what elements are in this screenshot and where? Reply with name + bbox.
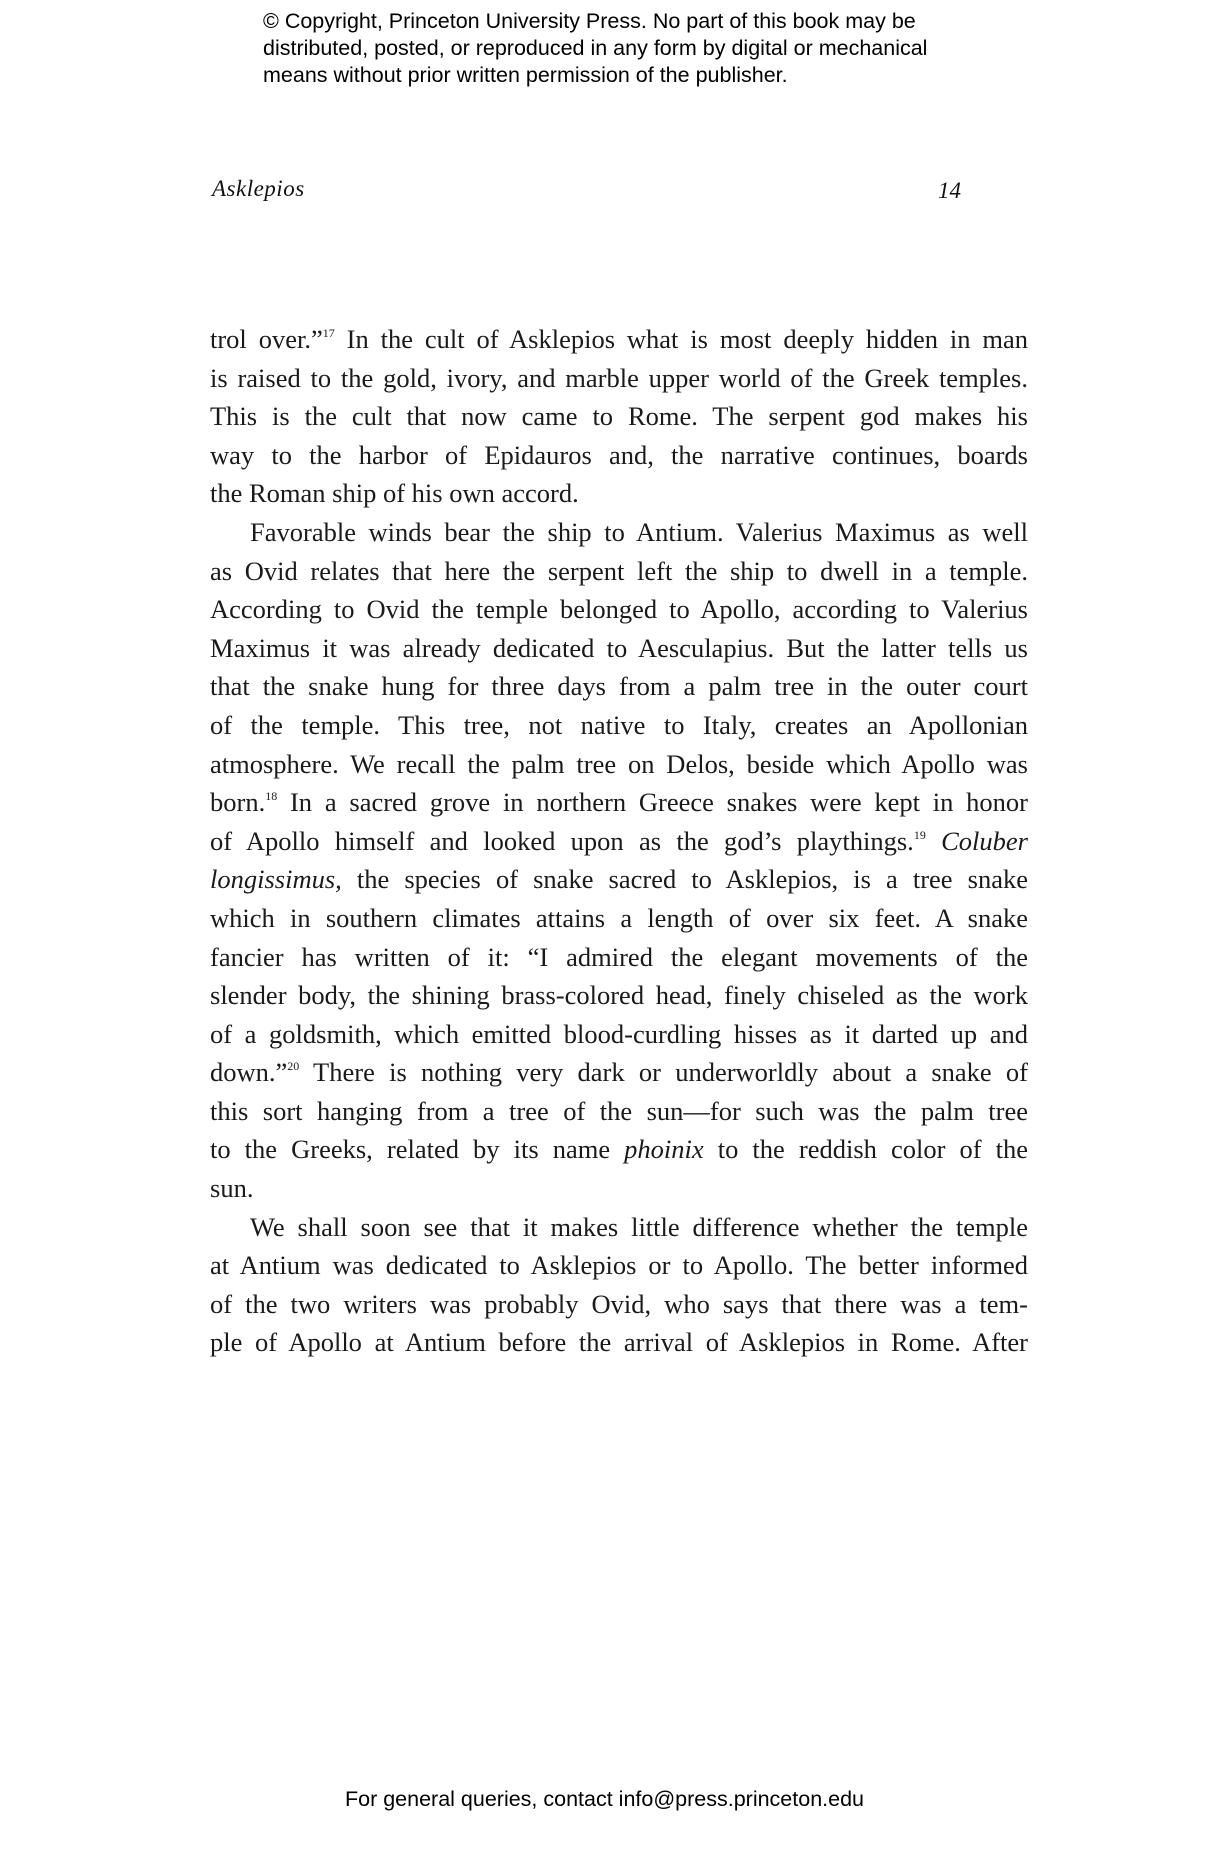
text-line: which in southern climates attains a length of over six feet. A snake [210, 902, 1028, 933]
footnote-ref: 19 [913, 827, 926, 842]
text-line: way to the harbor of Epidauros and, the narrative continues, boards [210, 439, 1028, 470]
text-line: Favorable winds bear the ship to Antium. Valerius Maximus as well [250, 516, 1028, 547]
text-line: that the snake hung for three days from a palm tree in the outer court [210, 671, 1028, 702]
text-line: this sort hanging from a tree of the sun—for such was the palm tree [210, 1095, 1028, 1126]
text-line: slender body, the shining brass-colored head, finely chiseled as the work [210, 980, 1028, 1011]
text-line: of a goldsmith, which emitted blood-curdling hisses as it darted up and [210, 1018, 1028, 1049]
running-head: Asklepios [212, 176, 305, 201]
text-line: longissimus, the species of snake sacred to Asklepios, is a tree snake [210, 864, 1028, 895]
text-line: sun. [210, 1173, 254, 1204]
footnote-ref: 18 [265, 789, 278, 804]
text-line: According to Ovid the temple belonged to Apollo, according to Valerius [210, 594, 1028, 625]
text-line: of the two writers was probably Ovid, who says that there was a tem- [210, 1288, 1028, 1319]
text-line: trol over.”$^{17}$ In the cult of Asklepios what is most deeply hidden in man [210, 324, 1029, 354]
page-number: 14 [938, 178, 961, 203]
text-line: is raised to the gold, ivory, and marble upper world of the Greek temples. [210, 362, 1028, 393]
copyright-line: means without prior written permission of the publisher. [263, 63, 788, 87]
text-line: atmosphere. We recall the palm tree on Delos, beside which Apollo was [210, 748, 1028, 779]
text-line: Maximus it was already dedicated to Aesculapius. But the latter tells us [210, 632, 1028, 663]
text-line: of Apollo himself and looked upon as the god’s playthings.$^{19}$ Coluber [210, 825, 1028, 856]
copyright-line: © Copyright, Princeton University Press. No part of this book may be [263, 9, 916, 33]
text-line: born.$^{18}$ In a sacred grove in northern Greece snakes were kept in honor [210, 787, 1028, 818]
copyright-line: distributed, posted, or reproduced in any form by digital or mechanical [263, 36, 928, 60]
body-text [210, 320, 1028, 1362]
text-line: to the Greeks, related by its name phoinix to the reddish color of the [210, 1134, 1028, 1165]
text-line: of the temple. This tree, not native to Italy, creates an Apollonian [210, 709, 1028, 740]
text-line: This is the cult that now came to Rome. The serpent god makes his [210, 401, 1028, 432]
text-line: fancier has written of it: “I admired the elegant movements of the [210, 941, 1028, 972]
footnote-ref: 20 [287, 1059, 300, 1074]
text-line: We shall soon see that it makes little difference whether the temple [250, 1211, 1028, 1242]
text-line: the Roman ship of his own accord. [210, 478, 579, 509]
text-line: down.”$^{20}$ There is nothing very dark or underworldly about a snake of [210, 1057, 1028, 1088]
text-line: as Ovid relates that here the serpent left the ship to dwell in a temple. [210, 555, 1028, 586]
text-line: ple of Apollo at Antium before the arrival of Asklepios in Rome. After [210, 1327, 1028, 1358]
copyright-notice [263, 8, 1023, 89]
footer-contact: For general queries, contact info@press.princeton.edu [345, 1787, 865, 1811]
footnote-ref: 17 [322, 326, 335, 340]
text-line: at Antium was dedicated to Asklepios or to Apollo. The better informed [210, 1250, 1028, 1281]
